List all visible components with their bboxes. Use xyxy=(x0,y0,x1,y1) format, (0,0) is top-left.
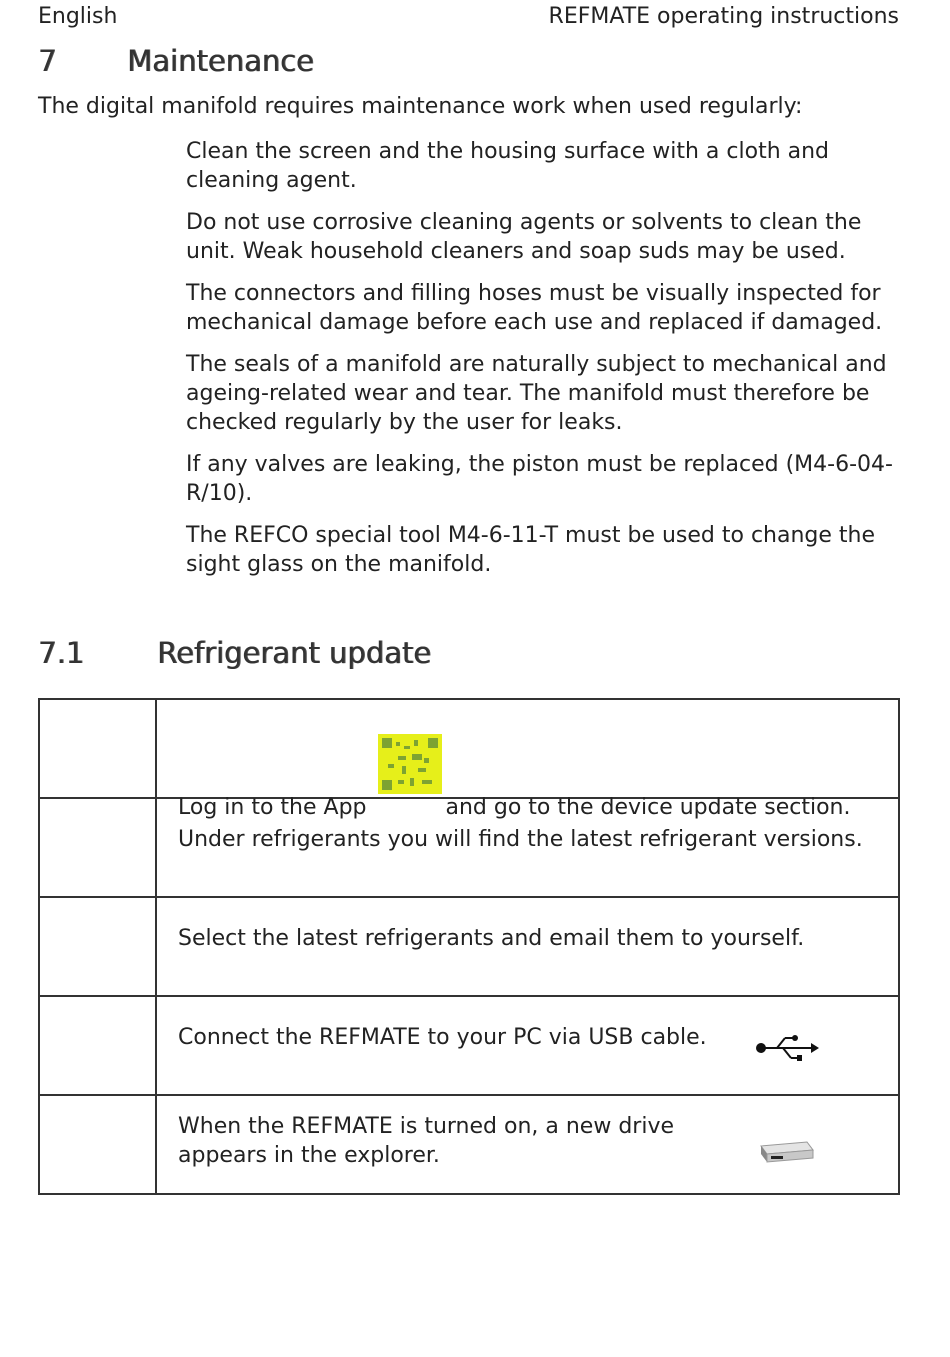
subsection-number: 7.1 xyxy=(38,636,85,670)
steps-table xyxy=(38,698,900,1195)
step-text xyxy=(178,1112,674,1170)
usb-icon xyxy=(755,1033,819,1069)
paragraph: The connectors and filling hoses must be visually inspected for mechanical damage before each use and replaced if damaged. xyxy=(186,281,883,335)
step-text-cell xyxy=(156,798,899,897)
paragraph: If any valves are leaking, the piston must be replaced (M4-6-04-R/10). xyxy=(186,452,893,506)
step-number-cell xyxy=(39,798,156,897)
step-text-line1: When the REFMATE is turned on, a new drive xyxy=(178,1114,674,1139)
section-intro: The digital manifold requires maintenance work when used regularly: xyxy=(38,94,803,119)
paragraph: The seals of a manifold are naturally subject to mechanical and ageing-related wear and tear. The manifold must therefore be checked regularly by the user for leaks. xyxy=(186,352,887,435)
step-text-cell xyxy=(156,699,899,820)
table-row xyxy=(39,1095,899,1194)
step-text-cell xyxy=(156,996,899,1095)
table-row xyxy=(39,699,899,798)
step-text-before: Log in to the App xyxy=(178,795,367,820)
step-text-cell xyxy=(156,1095,899,1194)
drive-icon xyxy=(755,1136,815,1172)
paragraph: Clean the screen and the housing surface with a cloth and cleaning agent. xyxy=(186,139,830,193)
qr-code-icon xyxy=(378,734,442,794)
maintenance-paragraphs xyxy=(186,137,906,592)
paragraph: Do not use corrosive cleaning agents or solvents to clean the unit. Weak household cleaners and soap suds may be used. xyxy=(186,210,862,264)
step-number-cell xyxy=(39,1095,156,1194)
step-text-after: and go to the device update section. xyxy=(445,795,851,820)
section-heading-refrigerant-update xyxy=(38,636,431,670)
header-language: English xyxy=(38,4,118,29)
step-text: Select the latest refrigerants and email them to yourself. xyxy=(178,926,805,951)
paragraph: The REFCO special tool M4-6-11-T must be used to change the sight glass on the manifold. xyxy=(186,523,876,577)
step-text-line2: appears in the explorer. xyxy=(178,1143,440,1168)
step-text: Under refrigerants you will find the latest refrigerant versions. xyxy=(178,827,863,852)
subsection-title: Refrigerant update xyxy=(157,636,431,670)
step-number-cell xyxy=(39,996,156,1095)
header-doc-title: REFMATE operating instructions xyxy=(548,4,899,29)
table-row xyxy=(39,897,899,996)
step-text: Connect the REFMATE to your PC via USB cable. xyxy=(178,1025,707,1050)
section-heading-maintenance xyxy=(38,44,314,78)
table-row xyxy=(39,798,899,897)
table-row xyxy=(39,996,899,1095)
step-number-cell xyxy=(39,699,156,798)
step-text-cell xyxy=(156,897,899,996)
section-number: 7 xyxy=(38,44,57,78)
step-number-cell xyxy=(39,897,156,996)
section-title: Maintenance xyxy=(127,44,314,78)
